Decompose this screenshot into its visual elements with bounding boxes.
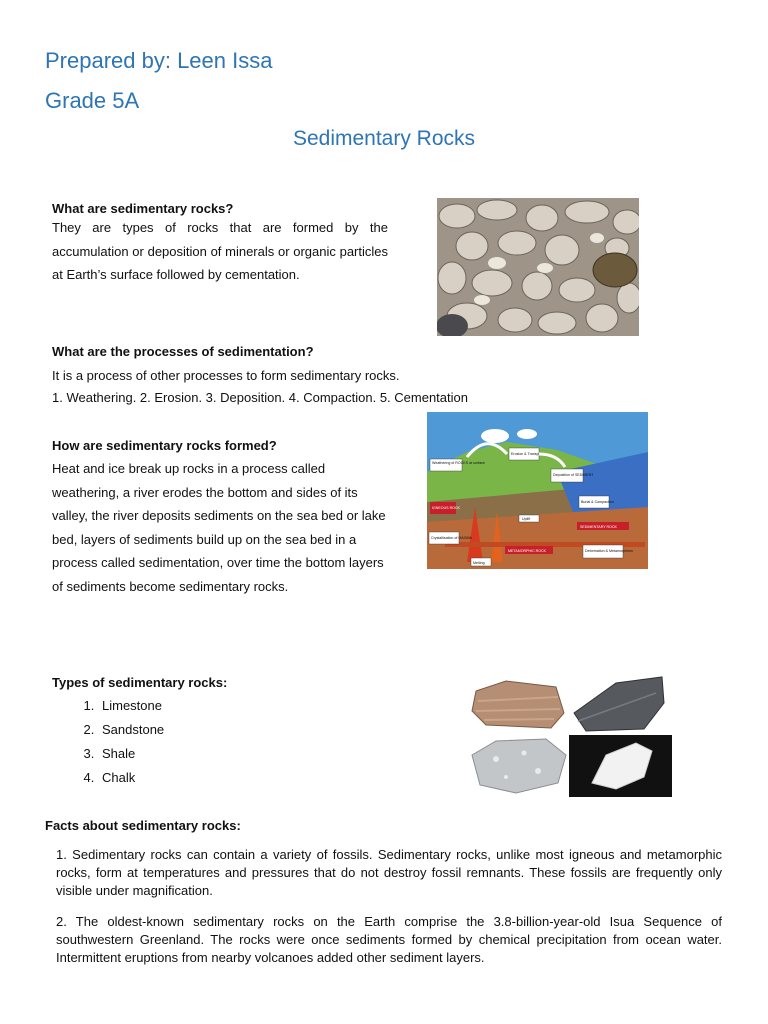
list-item: 2. Sandstone	[98, 718, 398, 742]
answer-what-are: They are types of rocks that are formed by the accumulation or deposition of minerals or organic particles at Earth’s surface followed by cementation.	[52, 220, 388, 282]
facts-heading: Facts about sedimentary rocks:	[45, 818, 241, 833]
rock-cycle-diagram	[427, 412, 648, 569]
diagram-label-burial: Burial & Compaction	[581, 500, 614, 504]
question-processes: What are the processes of sedimentation?	[52, 344, 314, 359]
diagram-label-sedimentary-rock: SEDIMENTARY ROCK	[580, 525, 617, 529]
list-item: 3. Shale	[98, 742, 398, 766]
diagram-label-weathering: Weathering of ROCKS at surface	[432, 461, 485, 465]
fact-2: 2. The oldest-known sedimentary rocks on the Earth comprise the 3.8-billion-year-old Isua Sequence of southwestern Greenland. The rocks were once sediments formed by chemical precipitation from ocean water. Intermittent eruptions from nearby volcanoes added other sediment layers.	[56, 914, 722, 965]
diagram-label-uplift: Uplift	[522, 517, 531, 521]
processes-line-1: It is a process of other processes to form sedimentary rocks.	[52, 368, 400, 383]
grade-label: Grade 5A	[45, 88, 140, 113]
list-item: 4. Chalk	[98, 766, 398, 790]
diagram-label-erosion: Erosion & Transport	[511, 452, 543, 456]
diagram-label-deformation: Deformation & Metamorphism	[585, 549, 633, 553]
diagram-label-crystallisation: Crystallisation of MAGMA	[431, 536, 472, 540]
question-what-are: What are sedimentary rocks?	[52, 201, 234, 216]
question-types: Types of sedimentary rocks:	[52, 675, 228, 690]
rock-samples-photo	[466, 673, 672, 797]
diagram-label-melting: Melting	[473, 561, 485, 565]
rock-types-list	[50, 694, 398, 790]
page-title: Sedimentary Rocks	[292, 127, 476, 150]
question-how-formed: How are sedimentary rocks formed?	[52, 438, 277, 453]
fact-1: 1. Sedimentary rocks can contain a variety of fossils. Sedimentary rocks, unlike most igneous and metamorphic rocks, form at temperatures and pressures that do not destroy fossil remnants. These fossils are frequently only visible under magnification.	[56, 847, 722, 898]
diagram-label-deposition: Deposition of SEDIMENT	[553, 473, 594, 477]
sedimentary-rock-photo	[437, 198, 639, 336]
prepared-by: Prepared by: Leen Issa	[45, 48, 273, 73]
diagram-label-igneous-rock: IGNEOUS ROCK	[432, 506, 460, 510]
answer-how-formed: Heat and ice break up rocks in a process called weathering, a river erodes the bottom and sides of its valley, the river deposits sediments on the sea bed or lake bed, layers of sediments build up on the sea bed in a process called sedimentation, over time the bottom layers of sediments become sedimentary rocks.	[52, 461, 386, 594]
processes-list: 1. Weathering. 2. Erosion. 3. Deposition. 4. Compaction. 5. Cementation	[52, 390, 468, 405]
diagram-label-metamorphic-rock: METAMORPHIC ROCK	[508, 549, 547, 553]
list-item: 1. Limestone	[98, 694, 398, 718]
